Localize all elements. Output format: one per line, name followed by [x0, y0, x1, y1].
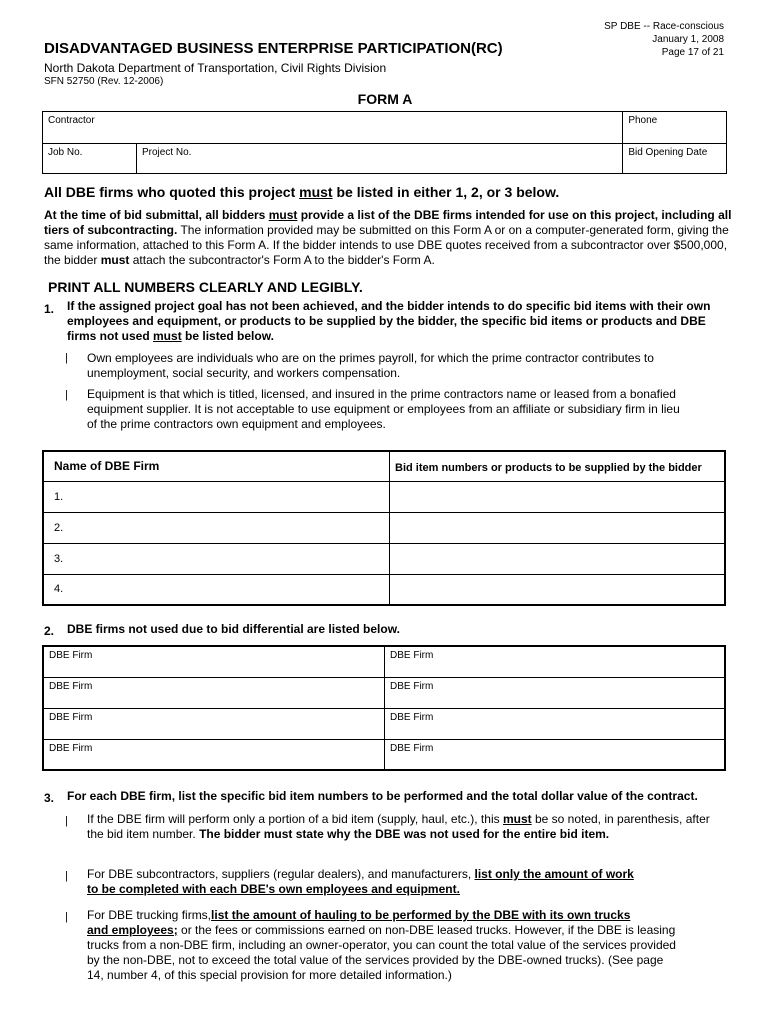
section3-b3-pre: For DBE trucking firms,	[87, 908, 212, 922]
project-no-field[interactable]	[137, 144, 623, 174]
table1-row-4-items[interactable]	[390, 574, 726, 605]
table1-row-3-name[interactable]: 3.	[43, 543, 390, 574]
section2-number: 2.	[44, 624, 55, 638]
section3-number: 3.	[44, 791, 55, 805]
bullet-mark-1: |	[65, 352, 68, 364]
intro-p1-b2: provide a list of the DBE firms intended for use on this project, including all tiers of subcontracting.	[44, 208, 732, 237]
print-heading: PRINT ALL NUMBERS CLEARLY AND LEGIBLY.	[48, 279, 363, 295]
intro-p1-must: must	[268, 208, 298, 222]
section2-firm-cell[interactable]: DBE Firm	[385, 677, 726, 708]
intro-p1-must2: must	[100, 253, 130, 267]
section2-firm-cell[interactable]: DBE Firm	[385, 646, 726, 677]
sp-line: SP DBE -- Race-conscious	[604, 21, 724, 32]
section3-text: For each DBE firm, list the specific bid item numbers to be performed and the total dollar value of the contract.	[67, 789, 698, 803]
section2-firm-cell[interactable]: DBE Firm	[43, 646, 385, 677]
section3-b2-pre: For DBE subcontractors, suppliers (regular dealers), and manufacturers,	[87, 867, 475, 881]
section3-b3-u2: and employees;	[87, 923, 178, 937]
intro-heading-post: be listed in either 1, 2, or 3 below.	[332, 184, 560, 200]
contractor-label: Contractor	[48, 115, 95, 126]
header-date: January 1, 2008	[652, 34, 724, 45]
table1-row-3-items[interactable]	[390, 543, 726, 574]
section3-b2-u2: to be completed with each DBE's own employees and equipment.	[87, 882, 460, 896]
project-info-table	[42, 111, 727, 174]
job-no-label: Job No.	[48, 147, 83, 158]
header-right	[560, 20, 724, 59]
section3-b3-u1: list the amount of hauling to be performed by the DBE with its own trucks	[211, 908, 631, 922]
department: North Dakota Department of Transportation, Civil Rights Division	[44, 61, 387, 75]
section2-text: DBE firms not used due to bid differential are listed below.	[67, 622, 400, 636]
form-title: FORM A	[357, 91, 413, 107]
bid-opening-date-label: Bid Opening Date	[628, 147, 708, 158]
section3-bullet3	[87, 908, 737, 983]
bullet-mark-3: |	[65, 815, 68, 827]
bullet-mark-2: |	[65, 389, 68, 401]
section3-b1-must: must	[502, 812, 532, 826]
section2-firm-cell[interactable]: DBE Firm	[43, 739, 385, 770]
section3-b2-u1: list only the amount of work	[474, 867, 634, 881]
section1-bullet1: Own employees are individuals who are on the primes payroll, for which the prime contractor contributes to unemployment, social security, and workers compensation.	[87, 351, 654, 380]
dbe-not-used-table	[42, 645, 726, 771]
table1-header-name: Name of DBE Firm	[43, 451, 390, 481]
section2-firm-cell[interactable]: DBE Firm	[385, 708, 726, 739]
intro-paragraph	[44, 208, 734, 268]
intro-heading-must: must	[299, 184, 333, 200]
section3-b3-rest3: by the non-DBE, not to exceed the total value of the services provided by the DBE-owned trucks). (See page	[87, 953, 664, 967]
intro-p1-n1: The information provided may be submitted on this Form A or on a computer-generated form, giving the same information, attached to this Form A. If the bidder intends to use DBE quotes received from a subcontractor over $500,000, the bidder	[44, 223, 729, 267]
phone-label: Phone	[628, 115, 658, 126]
intro-p1-n2: attach the subcontractor's Form A to the bidder's Form A.	[129, 253, 435, 267]
table1-row-2-name[interactable]: 2.	[43, 512, 390, 543]
section1-bullet2: Equipment is that which is titled, licensed, and insured in the prime contractors name or leased from a bonafied equipment supplier. It is not acceptable to use equipment or employees from an affiliate or subsidiary firm in lieu of the prime contractors own equipment and employees.	[87, 387, 680, 431]
bid-opening-date-field[interactable]	[623, 144, 727, 174]
section3-b3-rest4: 14, number 4, of this special provision for more detailed information.)	[87, 968, 452, 982]
table1-row-1-items[interactable]	[390, 481, 726, 512]
section3-b1-mid: be so noted, in parenthesis, after the bid item number.	[87, 812, 710, 841]
section1-text	[67, 299, 729, 344]
section2-firm-cell[interactable]: DBE Firm	[43, 708, 385, 739]
job-no-field[interactable]	[43, 144, 137, 174]
section3-bullet1	[87, 812, 727, 842]
section3-b1-pre: If the DBE firm will perform only a portion of a bid item (supply, haul, etc.), this	[87, 812, 503, 826]
table1-header-items: Bid item numbers or products to be supplied by the bidder	[390, 451, 726, 481]
dbe-firms-table	[42, 450, 726, 606]
section3-bullet2	[87, 867, 727, 897]
sfn-number: SFN 52750 (Rev. 12-2006)	[44, 76, 164, 87]
intro-p1-b1: At the time of bid submittal, all bidders	[44, 208, 269, 222]
contractor-field[interactable]	[43, 112, 623, 144]
table1-row-2-items[interactable]	[390, 512, 726, 543]
section3-b3-rest2: trucks from a non-DBE firm, including an owner-operator, you can count the total value of the services provided	[87, 938, 676, 952]
section1-text-pre: If the assigned project goal has not been achieved, and the bidder intends to do specific bid items with their own employees and equipment, or products to be supplied by the bidder, the specific bid items or products and DBE firms not used	[67, 299, 711, 343]
section1-text-must: must	[153, 329, 182, 343]
intro-heading-pre: All DBE firms who quoted this project	[44, 184, 300, 200]
page-title: DISADVANTAGED BUSINESS ENTERPRISE PARTICIPATION(RC)	[44, 40, 503, 57]
table1-row-4-name[interactable]: 4.	[43, 574, 390, 605]
page-number: Page 17 of 21	[661, 47, 724, 58]
project-no-label: Project No.	[142, 147, 192, 158]
section1-number: 1.	[44, 302, 55, 316]
section3-b3-rest1: or the fees or commissions earned on non-DBE leased trucks. However, if the DBE is leasing	[177, 923, 676, 937]
bullet-mark-5: |	[65, 911, 68, 923]
intro-heading	[44, 184, 559, 200]
section2-firm-cell[interactable]: DBE Firm	[385, 739, 726, 770]
table1-row-1-name[interactable]: 1.	[43, 481, 390, 512]
section3-b1-bold: The bidder must state why the DBE was not used for the entire bid item.	[199, 827, 610, 841]
bullet-mark-4: |	[65, 870, 68, 882]
section1-text-post: be listed below.	[181, 329, 274, 343]
phone-field[interactable]	[623, 112, 727, 144]
section2-firm-cell[interactable]: DBE Firm	[43, 677, 385, 708]
